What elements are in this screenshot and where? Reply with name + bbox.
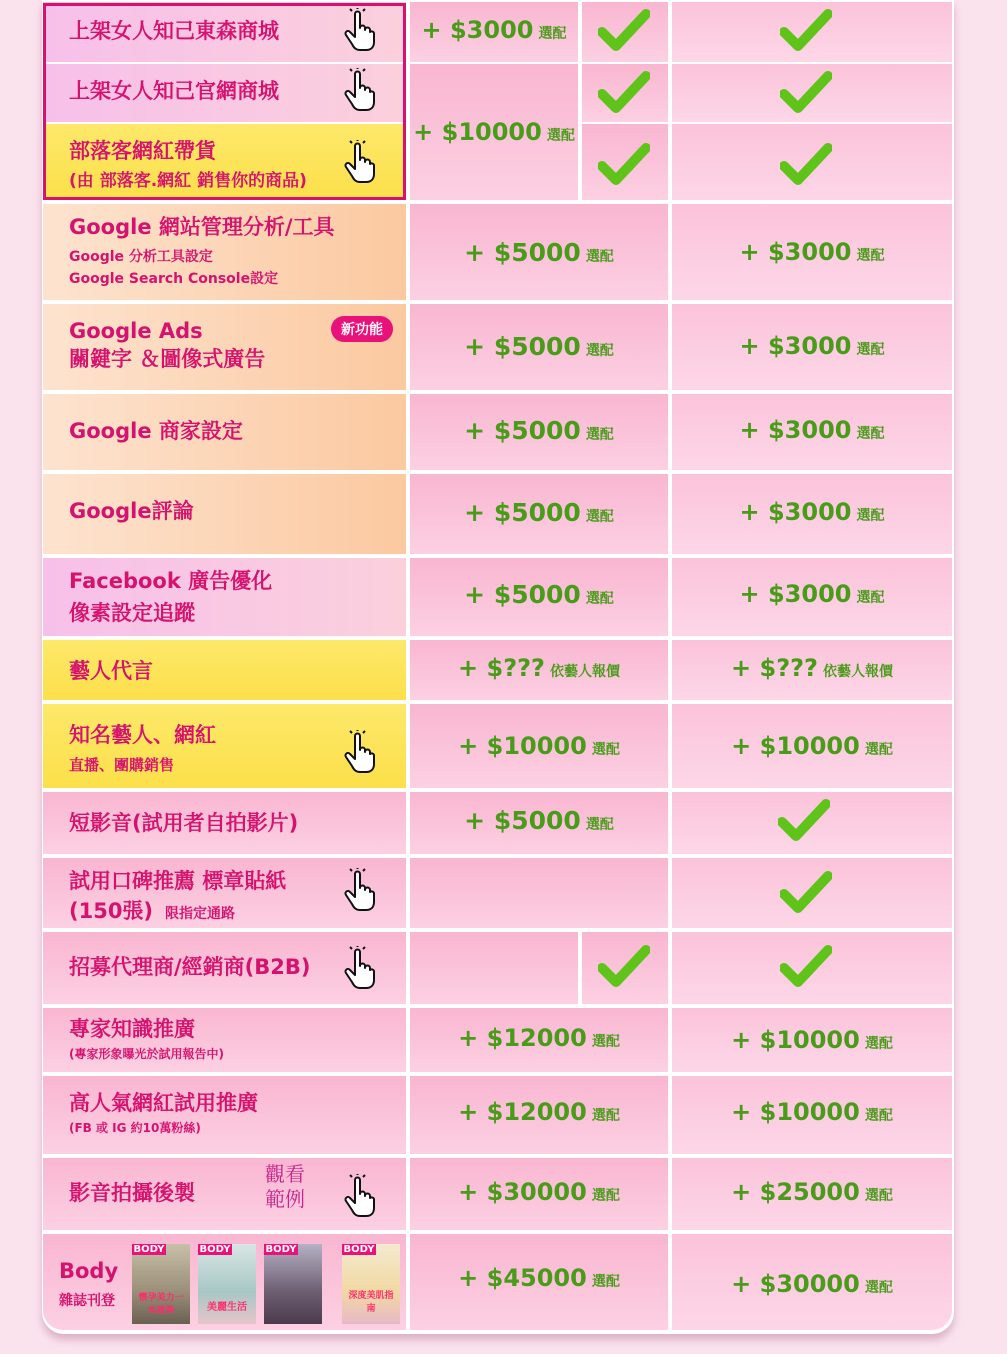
- row-label-video-production: 影音拍攝後製 觀看 範例: [43, 1158, 406, 1230]
- option-label: 選配: [585, 509, 614, 525]
- row-label-influencer-trial: 高人氣網紅試用推廣 (FB 或 IG 約10萬粉絲): [43, 1076, 406, 1154]
- price-value: + $3000: [421, 16, 534, 44]
- check-icon: [780, 142, 832, 186]
- price-value: + $10000: [413, 118, 542, 146]
- option-label: 依藝人報價: [822, 664, 893, 680]
- price-value: + $5000: [464, 806, 581, 835]
- price-value: + $3000: [739, 238, 852, 266]
- option-label: 選配: [585, 591, 614, 607]
- price-value: + $12000: [458, 1024, 587, 1052]
- price-value: + $3000: [739, 416, 852, 444]
- row5-col3: [672, 394, 952, 470]
- pointer-hand-icon[interactable]: [342, 8, 376, 52]
- row-label-google-review: Google評論: [43, 474, 406, 554]
- row15-col2: [410, 1158, 668, 1230]
- row13-col2: [410, 1008, 668, 1072]
- price-value: + $???: [458, 654, 545, 682]
- row-label-celebrity-endorse: 藝人代言: [43, 640, 406, 700]
- magazine-cover-1[interactable]: BODY 懷孕美力一本就夠: [132, 1244, 190, 1324]
- option-label: 選配: [585, 343, 614, 359]
- row-label-body-magazine: Body 雜誌刊登: [43, 1234, 406, 1330]
- option-label: 選配: [546, 128, 575, 144]
- check-icon: [778, 798, 830, 842]
- option-label: 選配: [864, 742, 893, 758]
- row-label-official-mall[interactable]: 上架女人知己官網商城: [43, 64, 406, 122]
- row6-col3: [672, 474, 952, 554]
- pointer-hand-icon[interactable]: [342, 1174, 376, 1218]
- pointer-hand-icon[interactable]: [342, 946, 376, 990]
- option-label: 選配: [591, 742, 620, 758]
- price-value: + $45000: [458, 1264, 587, 1292]
- price-value: + $10000: [458, 732, 587, 760]
- row8-col2: [410, 640, 668, 700]
- check-icon: [598, 8, 650, 52]
- pointer-hand-icon[interactable]: [342, 140, 376, 184]
- price-value: + $10000: [731, 1026, 860, 1054]
- price-value: + $3000: [739, 498, 852, 526]
- price-value: + $25000: [731, 1178, 860, 1206]
- row16-col2: [410, 1234, 668, 1330]
- row7-col2: [410, 558, 668, 636]
- pointer-hand-icon[interactable]: [342, 730, 376, 774]
- option-label: 選配: [856, 342, 885, 358]
- row9-col2: [410, 704, 668, 788]
- option-label: 選配: [538, 26, 567, 42]
- option-label: 選配: [864, 1036, 893, 1052]
- price-value: + $30000: [731, 1270, 860, 1298]
- price-value: + $5000: [464, 332, 581, 361]
- check-icon: [780, 70, 832, 114]
- row14-col3: [672, 1076, 952, 1154]
- row-label-expert-promo: 專家知識推廣 (專家形象曝光於試用報告中): [43, 1008, 406, 1072]
- option-label: 選配: [591, 1034, 620, 1050]
- pointer-hand-icon[interactable]: [342, 68, 376, 112]
- row11-col2: [410, 858, 668, 928]
- row8-col3: [672, 640, 952, 700]
- check-icon: [780, 870, 832, 914]
- row-label-dongsen-mall[interactable]: 上架女人知己東森商城: [43, 2, 406, 62]
- row-label-b2b-recruit[interactable]: 招募代理商/經銷商(B2B): [43, 932, 406, 1004]
- price-value: + $5000: [464, 416, 581, 445]
- option-label: 選配: [856, 508, 885, 524]
- row-label-short-video: 短影音(試用者自拍影片): [43, 792, 406, 854]
- row4-col2: [410, 304, 668, 390]
- row1-2-col2-merged: [410, 64, 578, 200]
- magazine-cover-4[interactable]: BODY 深度美肌指南: [342, 1244, 400, 1324]
- option-label: 選配: [856, 426, 885, 442]
- option-label: 選配: [591, 1188, 620, 1204]
- option-label: 選配: [864, 1188, 893, 1204]
- row9-col3: [672, 704, 952, 788]
- row0-col2: [410, 2, 578, 62]
- row3-col2: [410, 204, 668, 300]
- view-example-link[interactable]: 觀看 範例: [265, 1162, 305, 1211]
- row3-col3: [672, 204, 952, 300]
- check-icon: [780, 8, 832, 52]
- check-icon: [780, 944, 832, 988]
- option-label: 選配: [585, 817, 614, 833]
- row-label-famous-influencer[interactable]: 知名藝人、網紅 直播、團購銷售: [43, 704, 406, 788]
- row-label-trial-sticker[interactable]: 試用口碑推薦 標章貼紙 (150張) 限指定通路: [43, 858, 406, 928]
- price-value: + $5000: [464, 498, 581, 527]
- price-value: + $5000: [464, 580, 581, 609]
- row15-col3: [672, 1158, 952, 1230]
- row-label-google-ads: Google Ads 關鍵字 ＆圖像式廣告 新功能: [43, 304, 406, 390]
- check-icon: [598, 70, 650, 114]
- price-value: + $???: [731, 654, 818, 682]
- price-value: + $10000: [731, 732, 860, 760]
- row-label-facebook-ads: Facebook 廣告優化 像素設定追蹤: [43, 558, 406, 636]
- option-label: 選配: [585, 249, 614, 265]
- row12-col2a: [410, 932, 578, 1004]
- row10-col2: [410, 792, 668, 854]
- pointer-hand-icon[interactable]: [342, 868, 376, 912]
- row-label-google-webmaster: Google 網站管理分析/工具 Google 分析工具設定 Google Search Console設定: [43, 204, 406, 300]
- option-label: 選配: [591, 1108, 620, 1124]
- magazine-cover-3[interactable]: BODY: [264, 1244, 322, 1324]
- price-value: + $3000: [739, 332, 852, 360]
- check-icon: [598, 142, 650, 186]
- option-label: 選配: [585, 427, 614, 443]
- option-label: 選配: [591, 1274, 620, 1290]
- row13-col3: [672, 1008, 952, 1072]
- option-label: 依藝人報價: [549, 664, 620, 680]
- row14-col2: [410, 1076, 668, 1154]
- magazine-cover-2[interactable]: BODY 美麗生活: [198, 1244, 256, 1324]
- check-icon: [598, 944, 650, 988]
- new-feature-badge: 新功能: [331, 316, 393, 342]
- option-label: 選配: [856, 590, 885, 606]
- row-label-google-business: Google 商家設定: [43, 394, 406, 470]
- row5-col2: [410, 394, 668, 470]
- option-label: 選配: [864, 1280, 893, 1296]
- price-value: + $5000: [464, 238, 581, 267]
- price-value: + $30000: [458, 1178, 587, 1206]
- row16-col3: [672, 1234, 952, 1330]
- option-label: 選配: [864, 1108, 893, 1124]
- row4-col3: [672, 304, 952, 390]
- option-label: 選配: [856, 248, 885, 264]
- price-value: + $3000: [739, 580, 852, 608]
- row6-col2: [410, 474, 668, 554]
- row-label-blogger-sales[interactable]: 部落客網紅帶貨 (由 部落客.網紅 銷售你的商品): [43, 124, 406, 200]
- row7-col3: [672, 558, 952, 636]
- price-value: + $10000: [731, 1098, 860, 1126]
- price-value: + $12000: [458, 1098, 587, 1126]
